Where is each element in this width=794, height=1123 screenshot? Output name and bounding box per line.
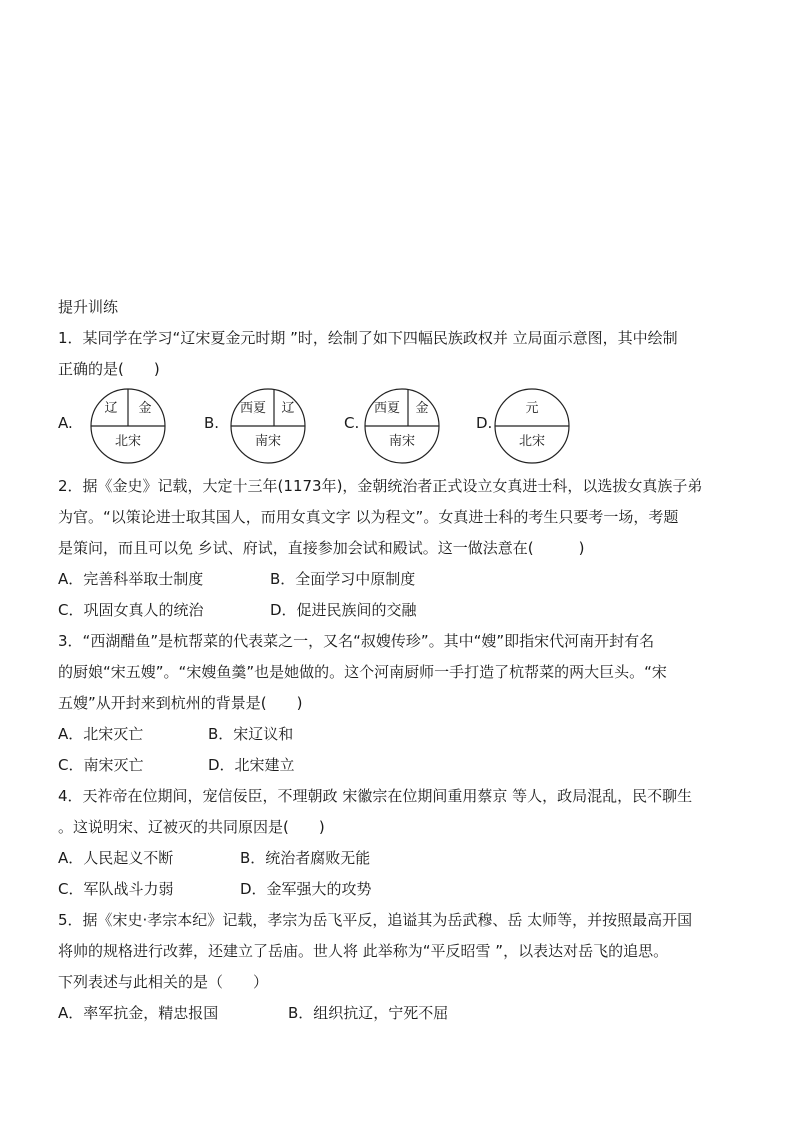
option-a-top-right: 金 — [138, 401, 152, 416]
question-4-option-d: D．金军强大的攻势 — [240, 880, 372, 898]
question-4-options-row-1 — [58, 843, 748, 874]
option-c-bottom: 南宋 — [388, 434, 416, 449]
question-2-option-d: D．促进民族间的交融 — [270, 601, 417, 619]
question-1-stem-line-2: 正确的是( ) — [58, 360, 160, 378]
question-2-option-a: A．完善科举取士制度 — [58, 570, 204, 588]
question-2-options-row-1 — [58, 564, 748, 595]
question-2-option-c: C．巩固女真人的统治 — [58, 601, 204, 619]
question-5-stem-line-3: 下列表述与此相关的是（ ） — [58, 973, 269, 991]
question-3-options-row-2 — [58, 750, 748, 781]
option-a-top-left: 辽 — [104, 401, 118, 416]
option-b-top-left: 西夏 — [239, 401, 267, 416]
option-d-bottom: 北宋 — [518, 434, 546, 449]
question-3-stem-line-1: 3．“西湖醋鱼”是杭帮菜的代表菜之一，又名“叔嫂传珍”。其中“嫂”即指宋代河南开封有名 — [58, 632, 655, 650]
question-5-option-b: B．组织抗辽，宁死不屈 — [288, 1004, 449, 1022]
question-5-option-a: A．率军抗金，精忠报国 — [58, 1004, 219, 1022]
question-2-stem-line-1: 2．据《金史》记载，大定十三年(1173年)，金朝统治者正式设立女真进士科，以选拔女真族子弟 — [58, 477, 703, 495]
question-3-option-d: D．北宋建立 — [208, 756, 295, 774]
question-3 — [58, 626, 748, 781]
question-5-options-row-1 — [58, 998, 748, 1029]
section-title: 提升训练 — [58, 298, 119, 316]
question-4-option-c: C．军队战斗力弱 — [58, 880, 174, 898]
option-a-letter: A. — [58, 414, 73, 432]
question-4-stem-line-2: 。这说明宋、辽被灭的共同原因是( ) — [58, 818, 325, 836]
question-3-option-b: B．宋辽议和 — [208, 725, 294, 743]
question-1-stem-line-1: 1．某同学在学习“辽宋夏金元时期 ”时，绘制了如下四幅民族政权并 立局面示意图，其中绘制 — [58, 329, 678, 347]
option-a-circle — [88, 387, 168, 465]
question-2-stem-line-2: 为官。“以策论进士取其国人，而用女真文字 以为程文”。女真进士科的考生只要考一场，考题 — [58, 508, 679, 526]
question-2-options-row-2 — [58, 595, 748, 626]
question-3-options-row-1 — [58, 719, 748, 750]
option-d-letter: D. — [476, 414, 493, 432]
option-b-bottom: 南宋 — [254, 434, 282, 449]
question-4 — [58, 781, 748, 905]
question-2 — [58, 471, 748, 626]
option-c-letter: C. — [344, 414, 360, 432]
question-3-option-c: C．南宋灭亡 — [58, 756, 144, 774]
question-4-options-row-2 — [58, 874, 748, 905]
option-c-circle — [362, 387, 442, 465]
question-5-stem-line-1: 5．据《宋史·孝宗本纪》记载，孝宗为岳飞平反，追谥其为岳武穆、岳 太师等，并按照最高开国 — [58, 911, 693, 929]
option-d-top: 元 — [525, 401, 539, 416]
question-2-option-b: B．全面学习中原制度 — [270, 570, 416, 588]
question-4-stem-line-1: 4．天祚帝在位期间，宠信佞臣，不理朝政 宋徽宗在位期间重用蔡京 等人，政局混乱，民不聊生 — [58, 787, 693, 805]
option-d-circle — [492, 387, 572, 465]
question-5-stem-line-2: 将帅的规格进行改葬，还建立了岳庙。世人将 此举称为“平反昭雪 ”，以表达对岳飞的追思。 — [58, 942, 669, 960]
question-5 — [58, 905, 748, 1029]
exercise-page — [58, 292, 748, 1029]
question-4-option-a: A．人民起义不断 — [58, 849, 174, 867]
option-a-bottom: 北宋 — [114, 434, 142, 449]
option-b-letter: B. — [204, 414, 220, 432]
question-3-option-a: A．北宋灭亡 — [58, 725, 144, 743]
option-c-top-right: 金 — [415, 401, 429, 416]
option-b-top-right: 辽 — [281, 401, 295, 416]
question-3-stem-line-2: 的厨娘“宋五嫂”。“宋嫂鱼羹”也是她做的。这个河南厨师一手打造了杭帮菜的两大巨头。“宋 — [58, 663, 667, 681]
option-c-top-left: 西夏 — [373, 401, 401, 416]
question-2-stem-line-3: 是策问，而且可以免 乡试、府试，直接参加会试和殿试。这一做法意在( ) — [58, 539, 585, 557]
question-1 — [58, 323, 748, 465]
option-b-circle — [228, 387, 308, 465]
question-3-stem-line-3: 五嫂”从开封来到杭州的背景是( ) — [58, 694, 303, 712]
question-1-diagram-options — [58, 387, 748, 465]
question-4-option-b: B．统治者腐败无能 — [240, 849, 371, 867]
